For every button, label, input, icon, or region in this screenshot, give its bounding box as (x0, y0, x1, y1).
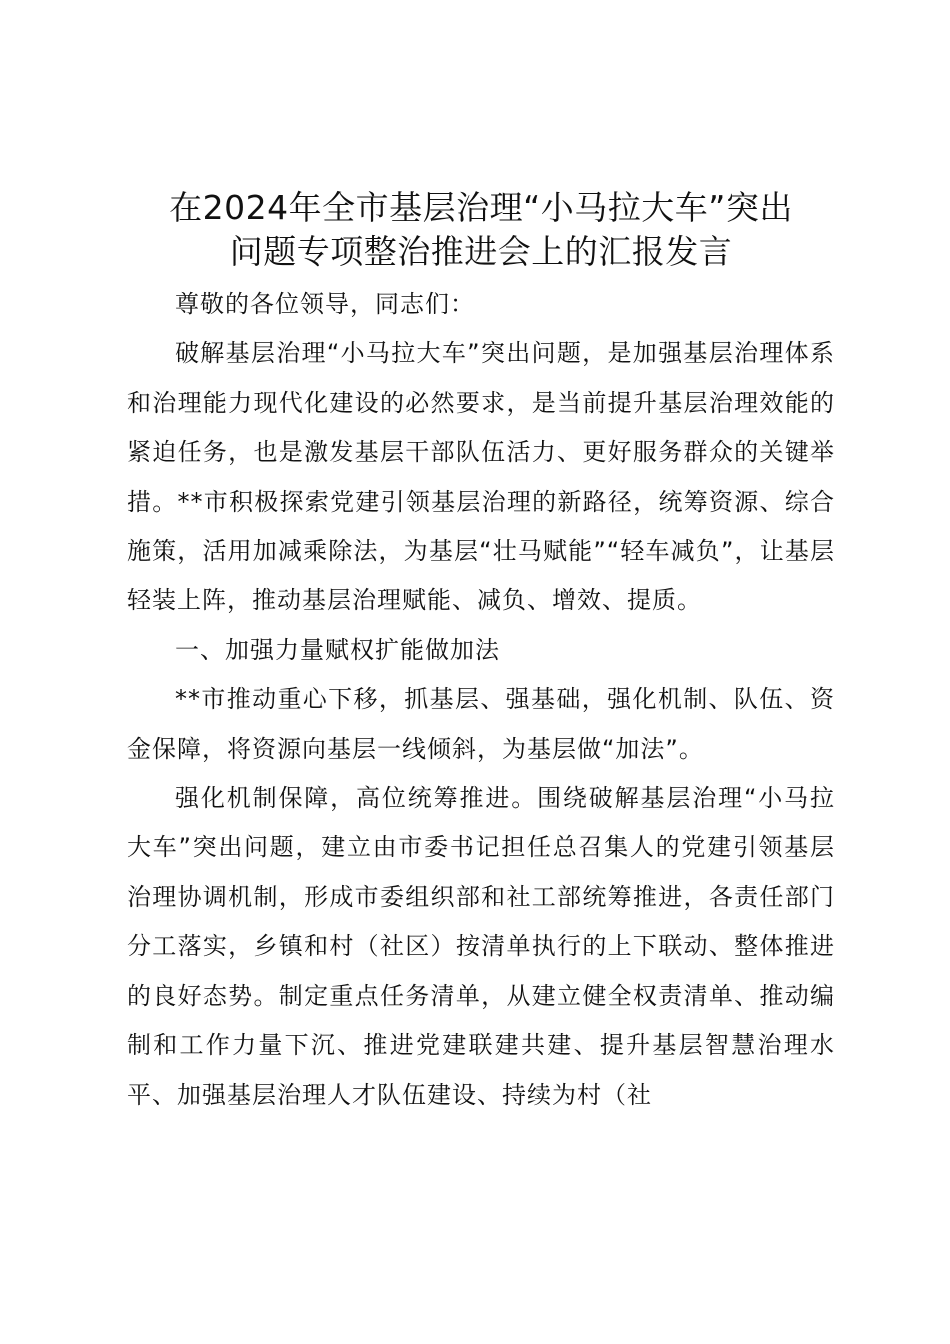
title-line-1: 在2024年全市基层治理“小马拉大车”突出 (169, 188, 793, 227)
paragraph-mechanism-guarantee: 强化机制保障，高位统筹推进。围绕破解基层治理“小马拉大车”突出问题，建立由市委书记担任总召集人的党建引领基层治理协调机制，形成市委组织部和社工部统筹推进，各责任部门分工落实，乡镇和村（社区）按清单执行的上下联动、整体推进的良好态势。制定重点任务清单，从建立健全权责清单、推动编制和工作力量下沉、推进党建联建共建、提升基层智慧治理水平、加强基层治理人才队伍建设、持续为村（社 (127, 784, 835, 1109)
document-body (127, 280, 835, 1120)
document-page (127, 186, 835, 1120)
paragraph-section-1-summary: **市推动重心下移，抓基层、强基础，强化机制、队伍、资金保障，将资源向基层一线倾斜，为基层做“加法”。 (127, 685, 835, 763)
document-title (127, 186, 835, 274)
section-heading-1: 一、加强力量赋权扩能做加法 (175, 635, 500, 664)
paragraph-intro: 破解基层治理“小马拉大车”突出问题，是加强基层治理体系和治理能力现代化建设的必然要求，是当前提升基层治理效能的紧迫任务，也是激发基层干部队伍活力、更好服务群众的关键举措。**市积极探索党建引领基层治理的新路径，统筹资源、综合施策，活用加减乘除法，为基层“壮马赋能”“轻车减负”，让基层轻装上阵，推动基层治理赋能、减负、增效、提质。 (127, 339, 835, 615)
salutation: 尊敬的各位领导，同志们： (175, 290, 475, 318)
title-line-2: 问题专项整治推进会上的汇报发言 (229, 232, 733, 271)
